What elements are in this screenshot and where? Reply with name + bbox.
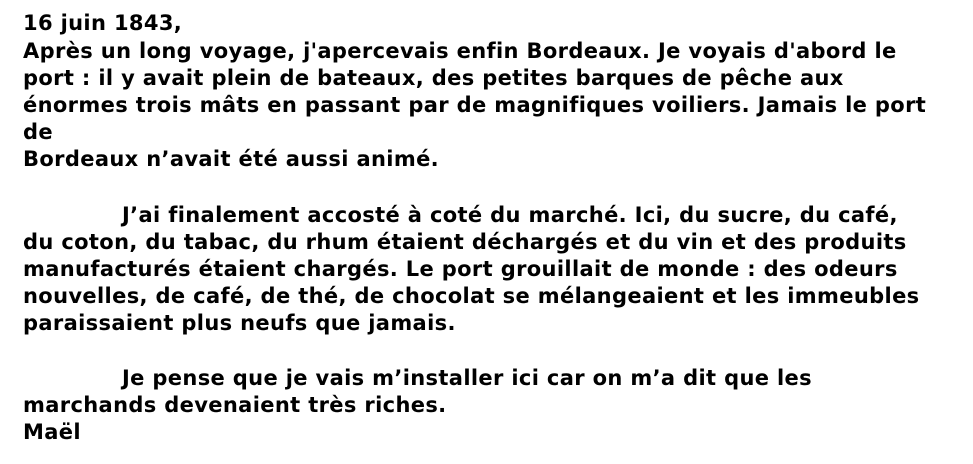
letter-signature: Maël (23, 420, 81, 444)
paragraph1-line: Bordeaux n’avait été aussi animé. (23, 147, 439, 171)
paragraph2-line: du coton, du tabac, du rhum étaient déchargés et du vin et des produits (23, 230, 907, 254)
paragraph1-line: port : il y avait plein de bateaux, des petites barques de pêche aux (23, 66, 844, 90)
paragraph1-line: énormes trois mâts en passant par de magnifiques voiliers. Jamais le port (23, 93, 927, 117)
paragraph2-line: paraissaient plus neufs que jamais. (23, 311, 456, 335)
paragraph1-line: Après un long voyage, j'apercevais enfin Bordeaux. Je voyais d'abord le (23, 39, 897, 63)
paragraph2-line: nouvelles, de café, de thé, de chocolat se mélangeaient et les immeubles (23, 284, 920, 308)
paragraph3-line: Je pense que je vais m’installer ici car on m’a dit que les (122, 366, 813, 390)
paragraph2-line: manufacturés étaient chargés. Le port grouillait de monde : des odeurs (23, 257, 898, 281)
letter-date: 16 juin 1843, (23, 11, 183, 35)
paragraph3-line: marchands devenaient très riches. (23, 393, 447, 417)
paragraph1-line: de (23, 120, 53, 144)
paragraph2-line: J’ai finalement accosté à coté du marché. Ici, du sucre, du café, (122, 203, 898, 227)
